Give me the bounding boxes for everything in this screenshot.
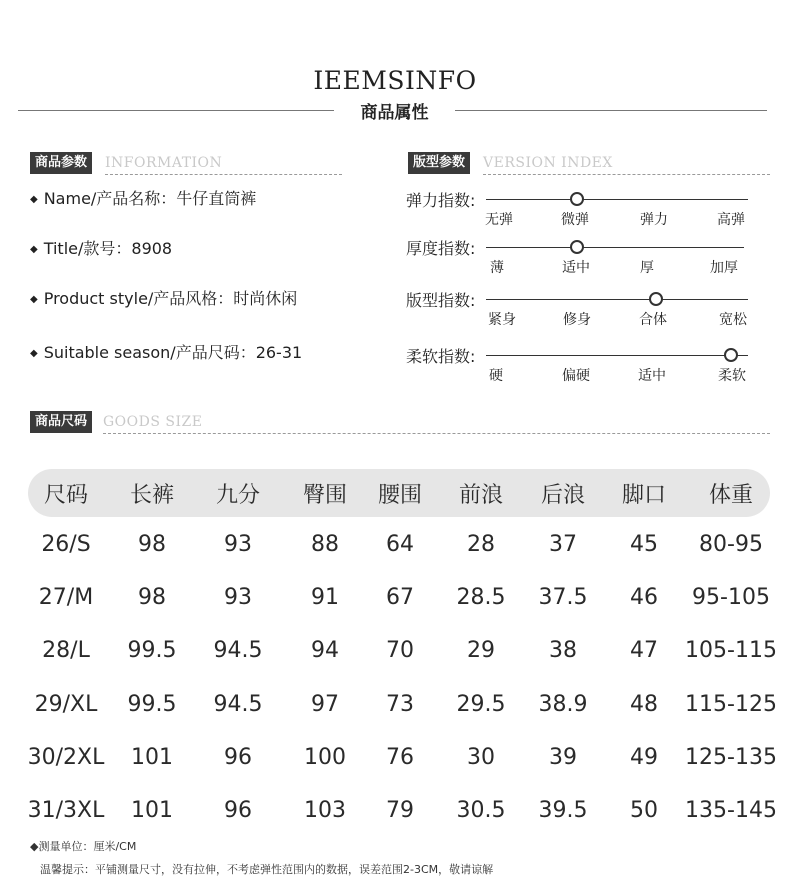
size-cell: 47: [630, 638, 658, 663]
size-section-header: [30, 411, 770, 433]
bullet-icon: ◆: [30, 294, 38, 305]
version-section-header: [408, 152, 770, 174]
size-cell: 94.5: [213, 692, 263, 717]
size-cell: 49: [630, 745, 658, 770]
info-section-title: INFORMATION: [105, 155, 223, 171]
size-cell: 26/S: [41, 532, 91, 557]
size-cell: 29/XL: [34, 692, 98, 717]
size-cell: 96: [224, 798, 252, 823]
size-cell: 105-115: [685, 638, 777, 663]
size-cell: 48: [630, 692, 658, 717]
size-cell: 100: [304, 745, 346, 770]
divider-left: [18, 110, 334, 111]
scale-option: 适中: [562, 260, 590, 276]
size-cell: 115-125: [685, 692, 777, 717]
bullet-icon: ◆: [30, 348, 38, 359]
info-section-header: [30, 152, 342, 174]
size-cell: 67: [386, 585, 414, 610]
size-cell: 91: [311, 585, 339, 610]
size-cell: 31/3XL: [27, 798, 105, 823]
size-cell: 99.5: [127, 692, 177, 717]
size-header-cell: 长裤: [129, 483, 174, 508]
size-cell: 38: [549, 638, 577, 663]
page-subtitle: 商品属性: [360, 103, 429, 123]
size-cell: 30.5: [456, 798, 506, 823]
size-cell: 37: [549, 532, 577, 557]
size-cell: 88: [311, 532, 339, 557]
bullet-icon: ◆: [30, 194, 38, 205]
scale-option: 厚: [640, 260, 654, 276]
scale-label: 柔软指数:: [406, 347, 476, 366]
divider-right: [455, 110, 767, 111]
version-section-tag: 版型参数: [408, 152, 470, 174]
size-header-cell: 臀围: [302, 483, 347, 508]
scale-thickness: [406, 236, 750, 276]
size-cell: 30: [467, 745, 495, 770]
size-cell: 95-105: [692, 585, 770, 610]
size-cell: 29.5: [456, 692, 506, 717]
size-cell: 76: [386, 745, 414, 770]
size-cell: 99.5: [127, 638, 177, 663]
scale-option: 合体: [639, 312, 667, 328]
size-section-rule: [103, 433, 770, 434]
info-section-tag: 商品参数: [30, 152, 92, 174]
measure-unit-note: ◆测量单位：厘米/CM: [30, 840, 137, 853]
version-section-rule: [483, 174, 770, 175]
info-section-rule: [105, 174, 342, 175]
size-header-cell: 脚口: [621, 483, 666, 508]
scale-softness: [406, 344, 750, 384]
size-cell: 30/2XL: [27, 745, 105, 770]
scale-marker: [724, 348, 738, 362]
scale-elasticity: [406, 188, 750, 228]
scale-track: [486, 355, 748, 356]
subtitle-row: [0, 98, 790, 122]
size-cell: 125-135: [685, 745, 777, 770]
scale-option: 紧身: [488, 312, 516, 328]
scale-marker: [570, 192, 584, 206]
size-cell: 39.5: [538, 798, 588, 823]
size-cell: 93: [224, 585, 252, 610]
info-item-text: Suitable season/产品尺码：26-31: [43, 343, 303, 362]
scale-fit: [406, 288, 750, 328]
scale-option: 宽松: [719, 312, 747, 328]
size-cell: 70: [386, 638, 414, 663]
size-cell: 93: [224, 532, 252, 557]
size-cell: 103: [304, 798, 346, 823]
size-cell: 28.5: [456, 585, 506, 610]
scale-marker: [649, 292, 663, 306]
size-cell: 45: [630, 532, 658, 557]
scale-track: [486, 199, 748, 200]
scale-option: 加厚: [710, 260, 738, 276]
size-header-cell: 九分: [215, 483, 260, 508]
scale-marker: [570, 240, 584, 254]
info-item-season: [30, 340, 302, 363]
size-cell: 46: [630, 585, 658, 610]
info-item-text: Name/产品名称：牛仔直筒裤: [43, 189, 257, 208]
size-header-cell: 腰围: [377, 483, 422, 508]
size-cell: 80-95: [699, 532, 763, 557]
size-cell: 38.9: [538, 692, 588, 717]
version-section-title: VERSION INDEX: [483, 155, 613, 171]
scale-option: 高弹: [717, 212, 745, 228]
bullet-icon: ◆: [30, 244, 38, 255]
scale-option: 偏硬: [562, 368, 590, 384]
size-section-tag: 商品尺码: [30, 411, 92, 433]
size-cell: 96: [224, 745, 252, 770]
size-cell: 98: [138, 585, 166, 610]
size-header-cell: 体重: [708, 483, 753, 508]
info-item-style: [30, 286, 297, 309]
size-cell: 29: [467, 638, 495, 663]
scale-track: [486, 299, 748, 300]
scale-label: 版型指数:: [406, 291, 476, 310]
size-cell: 64: [386, 532, 414, 557]
scale-option: 无弹: [485, 212, 513, 228]
size-cell: 37.5: [538, 585, 588, 610]
size-cell: 39: [549, 745, 577, 770]
size-cell: 50: [630, 798, 658, 823]
size-cell: 101: [131, 745, 173, 770]
scale-option: 修身: [563, 312, 591, 328]
size-cell: 79: [386, 798, 414, 823]
brand-title: IEEMSINFO: [313, 66, 477, 95]
scale-option: 柔软: [718, 368, 746, 384]
info-item-text: Product style/产品风格：时尚休闲: [43, 289, 298, 308]
size-section-title: GOODS SIZE: [103, 414, 203, 430]
size-cell: 101: [131, 798, 173, 823]
info-item-title: [30, 236, 172, 259]
scale-option: 硬: [489, 368, 503, 384]
size-cell: 97: [311, 692, 339, 717]
size-cell: 28: [467, 532, 495, 557]
scale-option: 微弹: [561, 212, 589, 228]
scale-track: [486, 247, 744, 248]
scale-label: 弹力指数:: [406, 191, 476, 210]
size-header-cell: 后浪: [540, 483, 585, 508]
scale-option: 适中: [638, 368, 666, 384]
scale-option: 弹力: [640, 212, 668, 228]
measure-tip-note: 温馨提示：平铺测量尺寸，没有拉伸，不考虑弹性范围内的数据，误差范围2-3CM，敬请谅解: [40, 863, 494, 876]
size-cell: 73: [386, 692, 414, 717]
size-cell: 135-145: [685, 798, 777, 823]
size-cell: 27/M: [38, 585, 94, 610]
size-cell: 94.5: [213, 638, 263, 663]
size-cell: 94: [311, 638, 339, 663]
scale-label: 厚度指数:: [406, 239, 476, 258]
size-cell: 98: [138, 532, 166, 557]
size-header-cell: 尺码: [43, 483, 88, 508]
scale-option: 薄: [490, 260, 504, 276]
size-cell: 28/L: [42, 638, 90, 663]
info-item-name: [30, 186, 256, 209]
size-header-cell: 前浪: [458, 483, 503, 508]
info-item-text: Title/款号：8908: [43, 239, 173, 258]
